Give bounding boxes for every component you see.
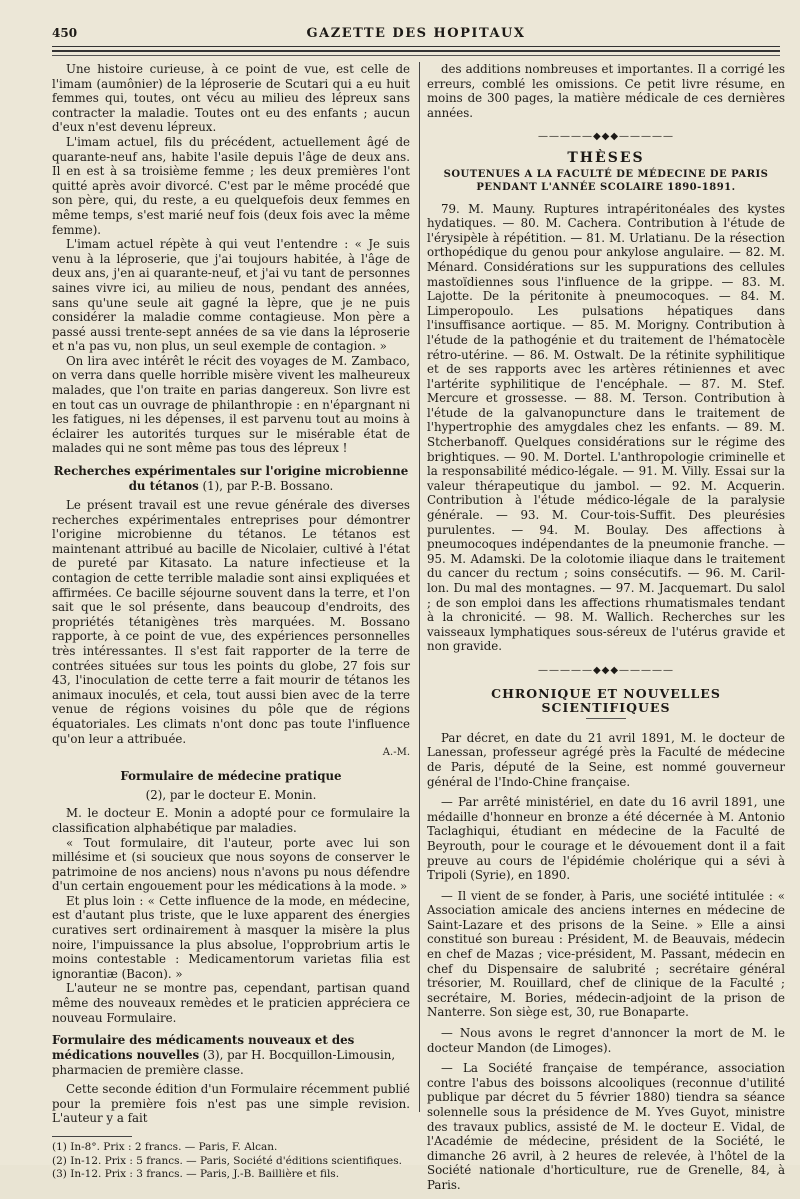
medicaments-title: Formulaire des médicaments nouveaux et des médications nouvelles	[52, 1033, 355, 1063]
leprosy-paragraph-2: L'imam actuel, fils du précédent, actuellement âgé de quarante-neuf ans, habite l'asile depuis l'âge de deux ans. Il en est à sa troisième femme ; les deux premières l'ont quitté après avoir divorcé. C'est par le même procédé que son père, qui, du reste, a eu quelquefois deux femmes en même temps, s'est marié neuf fois (deux fois avec la même femme).	[52, 134, 410, 237]
tetanos-heading	[52, 464, 410, 494]
formulaire-paragraph-2: « Tout formulaire, dit l'auteur, porte avec lui son millésime et (si soucieux que nous soyons de conserver le patrimoine de nos anciens) nous n'avons pu nous défendre d'un certain engouement pour les médications à la mode. »	[52, 835, 410, 894]
chronique-item-1: Par décret, en date du 21 avril 1891, M. le docteur de Lanessan, professeur agrégé près la Faculté de médecine de Paris, député de la Seine, est nommé gouverneur général de l'Indo-Chine française.	[427, 730, 785, 789]
theses-subtitle-line-1: SOUTENUES A LA FACULTÉ DE MÉDECINE DE PARIS	[443, 168, 769, 180]
chronique-item-3: — Il vient de se fonder, à Paris, une société intitulée : « Association amicale des anciens internes en médecine de Saint-Lazare et des prisons de la Seine. » Elle a ainsi constitué son bureau : Président, M. de Beauvais, médecin en chef de Mazas ; vice-président, M. Passant, médecin en chef du Dispensaire de salubrité ; secrétaire général trésorier, M. Rouillard, chef de clinique de la Faculté ; secrétaire, M. Bories, médecin-adjoint de la prison de Nanterre. Son siège est, 30, rue Bonaparte.	[427, 888, 785, 1020]
page-number: 450	[52, 26, 78, 40]
header-rule-top	[52, 46, 780, 47]
journal-title: GAZETTE DES HOPITAUX	[306, 26, 526, 41]
formulaire-heading: Formulaire de médecine pratique	[120, 768, 342, 783]
chronique-item-2: — Par arrêté ministériel, en date du 16 avril 1891, une médaille d'honneur en bronze a été décernée à M. Antonio Taclaghiqui, étudiant en médecine de la Faculté de Beyrouth, pour le courage et le dévouement dont il a fait preuve au cours de l'épidémie cholérique qui a sévi à Tripoli (Syrie), en 1890.	[427, 795, 785, 883]
footnote-1: (1) In-8°. Prix : 2 francs. — Paris, F. Alcan.	[52, 1141, 278, 1153]
theses-title: THÈSES	[567, 149, 645, 166]
theses-subtitle	[427, 168, 785, 194]
chronique-item-5: — La Société française de tempérance, association contre l'abus des boissons alcooliques (reconnue d'utilité publique par décret du 5 février 1880) tiendra sa séance solennelle sous la présidence de M. Yves Guyot, ministre des travaux publics, assisté de M. le docteur E. Vidal, de l'Académie de médecine, président de la Société, le dimanche 26 avril, à 2 heures de relevée, à l'hôtel de la Société nationale d'horticulture, rue de Grenelle, 84, à Paris.	[427, 1061, 785, 1192]
medicaments-body: Cette seconde édition d'un Formulaire récemment publié pour la première fois n'est pas une simple revision. L'auteur y a fait	[52, 1082, 410, 1126]
footnote-rule	[52, 1136, 132, 1137]
header-rule-bottom	[52, 55, 780, 56]
chronique-title: CHRONIQUE ET NOUVELLES SCIENTIFIQUES	[491, 685, 721, 716]
formulaire-byline: (2), par le docteur E. Monin.	[145, 787, 317, 802]
leprosy-paragraph-4: On lira avec intérêt le récit des voyages de M. Zambaco, on verra dans quelle horrible misère vivent les malheureux malades, que l'on traite en parias dangereux. Son livre est en tout cas un ouvrage de philanthropie : en n'épargnant ni les fatigues, ni les dépenses, il est parvenu tout au moins à éclairer les autorités turques sur le misérable état de malades qui ne sont même pas tous des lépreux !	[52, 353, 410, 456]
medicaments-continuation: des additions nombreuses et importantes. Il a corrigé les erreurs, comblé les omissions. Ce petit livre résume, en moins de 300 pages, la matière médicale de ces dernières années.	[427, 62, 785, 120]
header-rule-thick	[52, 50, 780, 52]
section-ornament: —————◆◆◆—————	[537, 131, 675, 143]
chronique-body	[427, 731, 785, 1193]
page-header	[52, 24, 780, 44]
leprosy-paragraph-3: L'imam actuel répète à qui veut l'entendre : « Je suis venu à la léproserie, que j'ai toujours habitée, à l'âge de deux ans, j'en ai quarante-neuf, et j'ai vu tant de personnes saines vivre ici, au milieu de nous, pendant des années, sans qu'une seule ait gagné la lèpre, que je ne puis considérer la maladie comme contagieuse. Mon père a passé aussi trente-sept années de sa vie dans la léproserie et n'a pas vu, non plus, un seul exemple de contagion. »	[52, 237, 410, 354]
tetanos-byline: (1), par P.-B. Bossano.	[198, 479, 334, 494]
leprosy-paragraph-1: Une histoire curieuse, à ce point de vue, est celle de l'imam (aumônier) de la léproserie de Scutari qui a eu huit femmes qui, toutes, ont vécu au milieu des lépreux sans contracter la maladie. Toutes ont eu des enfants ; aucun d'eux n'est devenu lépreux.	[52, 62, 410, 135]
left-column	[52, 62, 410, 1182]
section-ornament-2: —————◆◆◆—————	[537, 664, 675, 676]
theses-list: 79. M. Mauny. Ruptures intrapéritonéales des kystes hydatiques. — 80. M. Cachera. Contribution à l'étude de l'érysipèle à répétition. — 81. M. Urlatianu. De la résection orthopédique du genou pour ankylose angulaire. — 82. M. Ménard. Considérations sur les suppurations des cellules mastoïdiennes sous l'influence de la grippe. — 83. M. Lajotte. De la péritonite à pneumocoques. — 84. M. Limperopoulo. Les pulsations hépatiques dans l'insuffisance aortique. — 85. M. Morigny. Contribution à l'étude de la pathogénie et du traitement de l'hématocèle rétro-utérine. — 86. M. Ostwalt. De la rétinite syphilitique et de ses rapports avec les artères rétiniennes et avec l'artérite syphilitique de l'encéphale. — 87. M. Stef. Mercure et grossesse. — 88. M. Terson. Contribution à l'étude de la galvanopuncture dans le traitement de l'hypertrophie des amygdales chez les enfants. — 89. M. Stcherbanoff. Quelques considérations sur le régime des brightiques. — 90. M. Dortel. L'anthropologie criminelle et la responsabilité médico-légale. — 91. M. Villy. Essai sur la valeur thérapeutique du jambol. — 92. M. Acquerin. Contribution à l'étude médico-légale de la paralysie générale. — 93. M. Cour-tois-Suffit. Des pleurésies purulentes. — 94. M. Boulay. Des affections à pneumocoques indépendantes de la pneumonie franche. — 95. M. Adamski. De la colotomie iliaque dans le traitement du cancer du rectum ; soins consécutifs. — 96. M. Caril-lon. Du mal des montagnes. — 97. M. Jacquemart. Du salol ; de son emploi dans les affections rhumatismales tendant à la chronicité. — 98. M. Wallich. Recherches sur les vaisseaux lymphatiques sous-séreux de l'utérus gravide et non gravide.	[427, 201, 785, 654]
footnote-2: (2) In-12. Prix : 5 francs. — Paris, Société d'éditions scientifiques.	[52, 1154, 402, 1167]
footnote-3: (3) In-12. Prix : 3 francs. — Paris, J.-B. Baillière et fils.	[52, 1168, 340, 1180]
formulaire-paragraph-3: Et plus loin : « Cette influence de la mode, en médecine, est d'autant plus triste, que le luxe apparent des énergies curatives sert ordinairement à masquer la misère la plus noire, l'impuissance la plus absolue, l'opprobrium artis le moins contestable : Medicamentorum varietas filia est ignorantiæ (Bacon). »	[52, 893, 410, 981]
chronique-item-4: — Nous avons le regret d'annoncer la mort de M. le docteur Mandon (de Limoges).	[427, 1026, 785, 1055]
formulaire-paragraph-1: M. le docteur E. Monin a adopté pour ce formulaire la classification alphabétique par maladies.	[52, 806, 410, 835]
theses-subtitle-line-2: PENDANT L'ANNÉE SCOLAIRE 1890-1891.	[476, 181, 736, 193]
medicaments-byline: (3), par H. Bocquillon-Limousin, pharmacien de première classe.	[52, 1048, 396, 1078]
chronique-rule	[586, 718, 626, 719]
right-column	[427, 62, 785, 1199]
tetanos-signature: A.-M.	[382, 747, 410, 759]
formulaire-paragraph-4: L'auteur ne se montre pas, cependant, partisan quand même des nouveaux remèdes et le praticien appréciera ce nouveau Formulaire.	[52, 981, 410, 1025]
column-divider	[419, 62, 420, 1112]
medicaments-heading	[52, 1033, 410, 1078]
tetanos-body: Le présent travail est une revue générale des diverses recherches expérimentales entreprises pour démontrer l'origine microbienne du tétanos. Le tétanos est maintenant attribué au bacille de Nicolaier, cultivé à l'état de pureté par Kitasato. La nature infectieuse et la contagion de cette terrible maladie sont ainsi expliquées et affirmées. Ce bacille séjourne souvent dans la terre, et l'on sait que le sol présente, dans beaucoup d'endroits, des propriétés tétanigènes très marquées. M. Bossano rapporte, à ce point de vue, des expériences personnelles très intéressantes. Il s'est fait rapporter de la terre de contrées situées sur tous les points du globe, 27 fois sur 43, l'inoculation de cette terre a fait mourir de tétanos les animaux inoculés, et cela, tout aussi bien avec de la terre venue de régions voisines du pôle que de régions équatoriales. Les climats n'ont donc pas toute l'influence qu'on leur a attribuée.	[52, 498, 410, 746]
tetanos-title: Recherches expérimentales sur l'origine microbienne du tétanos	[53, 464, 409, 494]
